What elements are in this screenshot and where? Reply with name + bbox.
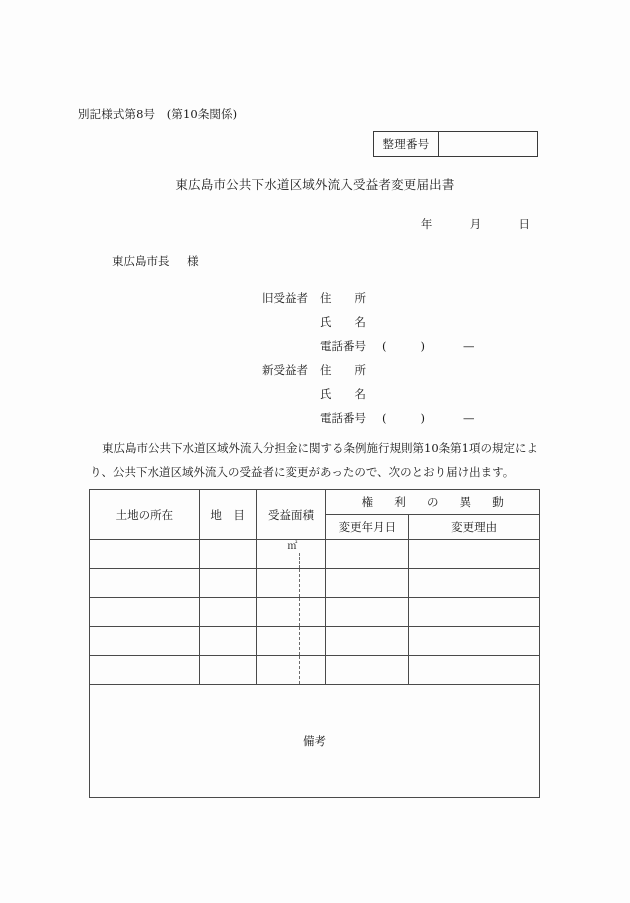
old-party-label: 旧受益者 xyxy=(262,291,308,305)
body-paragraph-line-1: 東広島市公共下水道区域外流入分担金に関する条例施行規則第10条第1項の規定によ xyxy=(102,441,538,455)
new-party-label: 新受益者 xyxy=(262,363,308,377)
new-party-tel-paren-close: ) xyxy=(420,411,425,425)
old-party-address-row xyxy=(262,290,475,314)
remarks-row xyxy=(90,685,540,798)
reference-number-box xyxy=(373,131,538,157)
remarks-cell[interactable] xyxy=(90,685,540,798)
area-decimal-rule xyxy=(299,553,300,568)
reference-number-label: 整理番号 xyxy=(374,132,439,156)
addressee-line xyxy=(112,253,199,269)
cell-change-date[interactable] xyxy=(326,598,409,627)
new-party-tel-dash: — xyxy=(463,411,475,425)
table-body xyxy=(90,540,540,798)
new-party-name-row xyxy=(262,386,475,410)
cell-land-type[interactable] xyxy=(199,598,256,627)
land-details-table xyxy=(89,489,540,798)
remarks-label: 備考 xyxy=(303,734,326,748)
new-party-tel-paren-open: ( xyxy=(382,411,387,425)
party-block-new xyxy=(262,362,475,434)
new-party-tel-row xyxy=(262,410,475,434)
cell-location[interactable] xyxy=(90,569,200,598)
area-decimal-rule xyxy=(299,656,300,684)
new-party-address-label: 住所 xyxy=(320,363,366,377)
header-location: 土地の所在 xyxy=(90,490,200,540)
cell-change-date[interactable] xyxy=(326,656,409,685)
header-land-type: 地 目 xyxy=(199,490,256,540)
table-row xyxy=(90,656,540,685)
area-decimal-rule xyxy=(299,598,300,626)
cell-change-date[interactable] xyxy=(326,540,409,569)
cell-area[interactable] xyxy=(256,627,326,656)
body-paragraph xyxy=(90,436,540,484)
date-month-label: 月 xyxy=(469,217,482,231)
cell-change-reason[interactable] xyxy=(409,627,540,656)
parties-section xyxy=(262,290,475,434)
old-party-tel-paren-open: ( xyxy=(382,339,387,353)
new-party-tel-label: 電話番号 xyxy=(320,411,366,425)
cell-area[interactable] xyxy=(256,540,326,569)
party-block-old xyxy=(262,290,475,362)
document-title: 東広島市公共下水道区域外流入受益者変更届出書 xyxy=(175,177,455,192)
cell-change-reason[interactable] xyxy=(409,569,540,598)
cell-location[interactable] xyxy=(90,627,200,656)
addressee-recipient: 東広島市長 xyxy=(112,254,170,268)
reference-number-field[interactable] xyxy=(439,132,537,156)
header-change-reason: 変更理由 xyxy=(409,515,540,540)
new-party-address-row xyxy=(262,362,475,386)
table-row xyxy=(90,569,540,598)
old-party-tel-label: 電話番号 xyxy=(320,339,366,353)
cell-location[interactable] xyxy=(90,598,200,627)
date-year-label: 年 xyxy=(420,217,433,231)
table-row xyxy=(90,598,540,627)
cell-land-type[interactable] xyxy=(199,540,256,569)
cell-land-type[interactable] xyxy=(199,569,256,598)
header-rights-change: 権 利 の 異 動 xyxy=(326,490,540,515)
old-party-address-label: 住所 xyxy=(320,291,366,305)
cell-change-date[interactable] xyxy=(326,569,409,598)
date-line xyxy=(0,216,530,232)
cell-land-type[interactable] xyxy=(199,656,256,685)
header-change-date: 変更年月日 xyxy=(326,515,409,540)
table-row xyxy=(90,540,540,569)
old-party-name-row xyxy=(262,314,475,338)
old-party-tel-dash: — xyxy=(463,339,475,353)
area-decimal-rule xyxy=(299,627,300,655)
cell-location[interactable] xyxy=(90,540,200,569)
old-party-tel-paren-close: ) xyxy=(420,339,425,353)
cell-change-date[interactable] xyxy=(326,627,409,656)
date-day-label: 日 xyxy=(518,217,530,231)
cell-change-reason[interactable] xyxy=(409,540,540,569)
form-number-label: 別記様式第8号 (第10条関係) xyxy=(78,107,238,121)
cell-area[interactable] xyxy=(256,598,326,627)
new-party-name-label: 氏名 xyxy=(320,387,366,401)
old-party-name-label: 氏名 xyxy=(320,315,366,329)
table-header-row-1 xyxy=(90,490,540,515)
body-paragraph-line-2: り、公共下水道区域外流入の受益者に変更があったので、次のとおり届け出ます。 xyxy=(90,465,515,479)
cell-change-reason[interactable] xyxy=(409,656,540,685)
cell-change-reason[interactable] xyxy=(409,598,540,627)
cell-land-type[interactable] xyxy=(199,627,256,656)
cell-location[interactable] xyxy=(90,656,200,685)
cell-area[interactable] xyxy=(256,656,326,685)
addressee-honorific: 様 xyxy=(187,254,199,268)
area-unit-label: ㎡ xyxy=(287,541,298,552)
header-area: 受益面積 xyxy=(256,490,326,540)
table-header xyxy=(90,490,540,540)
area-decimal-rule xyxy=(299,569,300,597)
table-row xyxy=(90,627,540,656)
old-party-tel-row xyxy=(262,338,475,362)
cell-area[interactable] xyxy=(256,569,326,598)
